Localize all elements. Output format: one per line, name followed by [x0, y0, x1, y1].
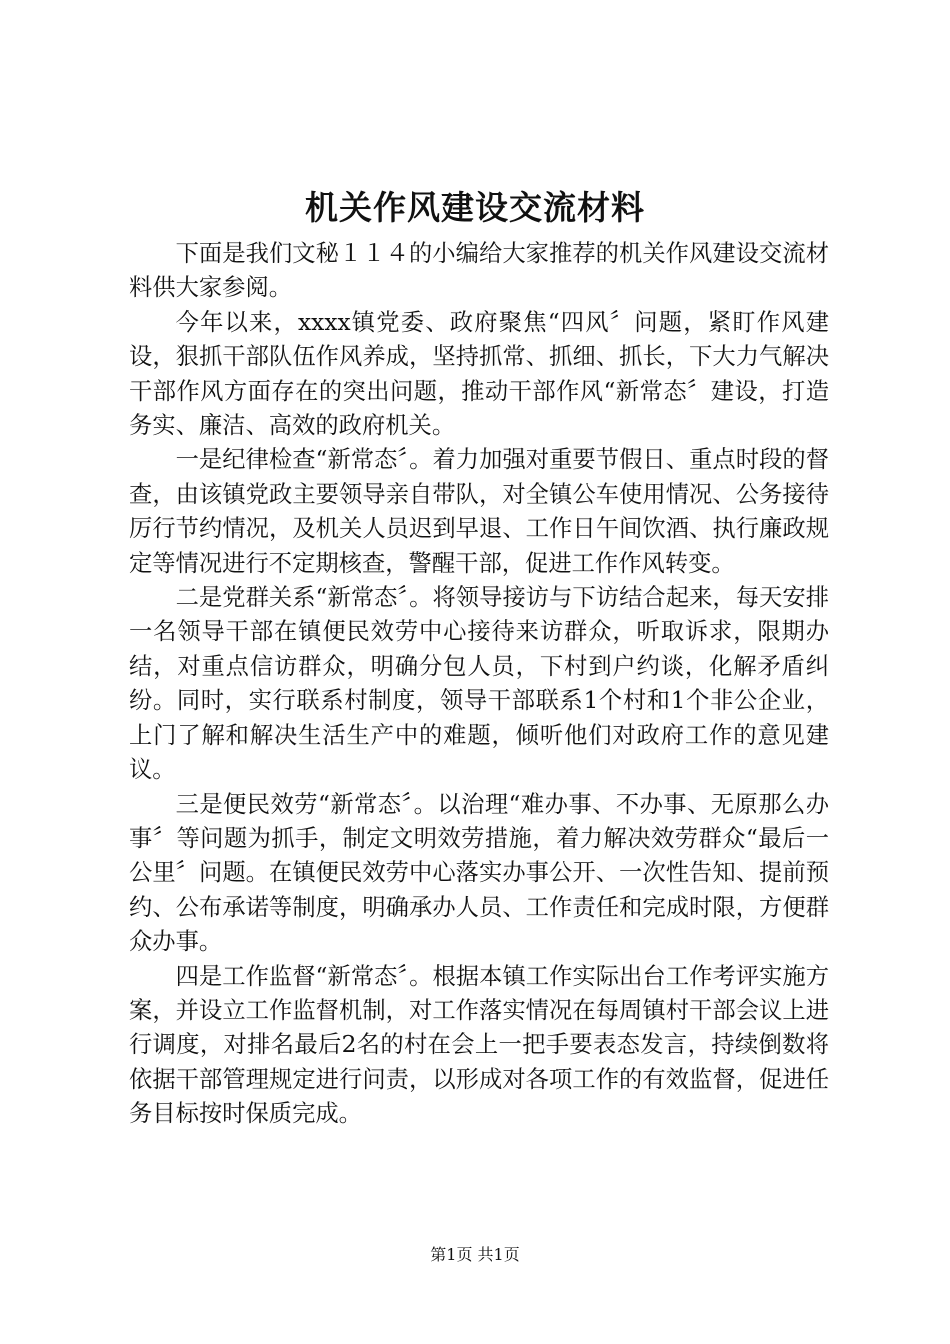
paragraph-discipline: 一是纪律检查“新常态〞。着力加强对重要节假日、重点时段的督查，由该镇党政主要领导亲自带队，对全镇公车使用情况、公务接待厉行节约情况，及机关人员迟到早退、工作日午间饮酒、执行廉政规定等情况进行不定期核查，警醒干部，促进工作作风转变。: [129, 446, 829, 577]
document-title: 机关作风建设交流材料: [305, 188, 645, 227]
paragraph-overview: 今年以来，xxxx镇党委、政府聚焦“四风〞问题，紧盯作风建设，狠抓干部队伍作风养成，坚持抓常、抓细、抓长，下大力气解决干部作风方面存在的突出问题，推动干部作风“新常态〞建设，打造务实、廉洁、高效的政府机关。: [129, 308, 829, 440]
document-body: [129, 237, 829, 1132]
paragraph-party-mass: 二是党群关系“新常态〞。将领导接访与下访结合起来，每天安排一名领导干部在镇便民效劳中心接待来访群众，听取诉求，限期办结，对重点信访群众，明确分包人员，下村到户约谈，化解矛盾纠纷。同时，实行联系村制度，领导干部联系1个村和1个非公企业，上门了解和解决生活生产中的难题，倾听他们对政府工作的意见建议。: [129, 584, 829, 784]
paragraph-supervision: 四是工作监督“新常态〞。根据本镇工作实际出台工作考评实施方案，并设立工作监督机制，对工作落实情况在每周镇村干部会议上进行调度，对排名最后2名的村在会上一把手要表态发言，持续倒数将依据干部管理规定进行问责，以形成对各项工作的有效监督，促进任务目标按时保质完成。: [129, 962, 829, 1128]
paragraph-intro: 下面是我们文秘１１４的小编给大家推荐的机关作风建设交流材料供大家参阅。: [129, 240, 829, 302]
paragraph-service: 三是便民效劳“新常态〞。以治理“难办事、不办事、无原那么办事〞等问题为抓手，制定文明效劳措施，着力解决效劳群众“最后一公里〞问题。在镇便民效劳中心落实办事公开、一次性告知、提前预约、公布承诺等制度，明确承办人员、工作责任和完成时限，方便群众办事。: [129, 790, 829, 956]
page-footer: 第1页 共1页: [430, 1245, 520, 1264]
